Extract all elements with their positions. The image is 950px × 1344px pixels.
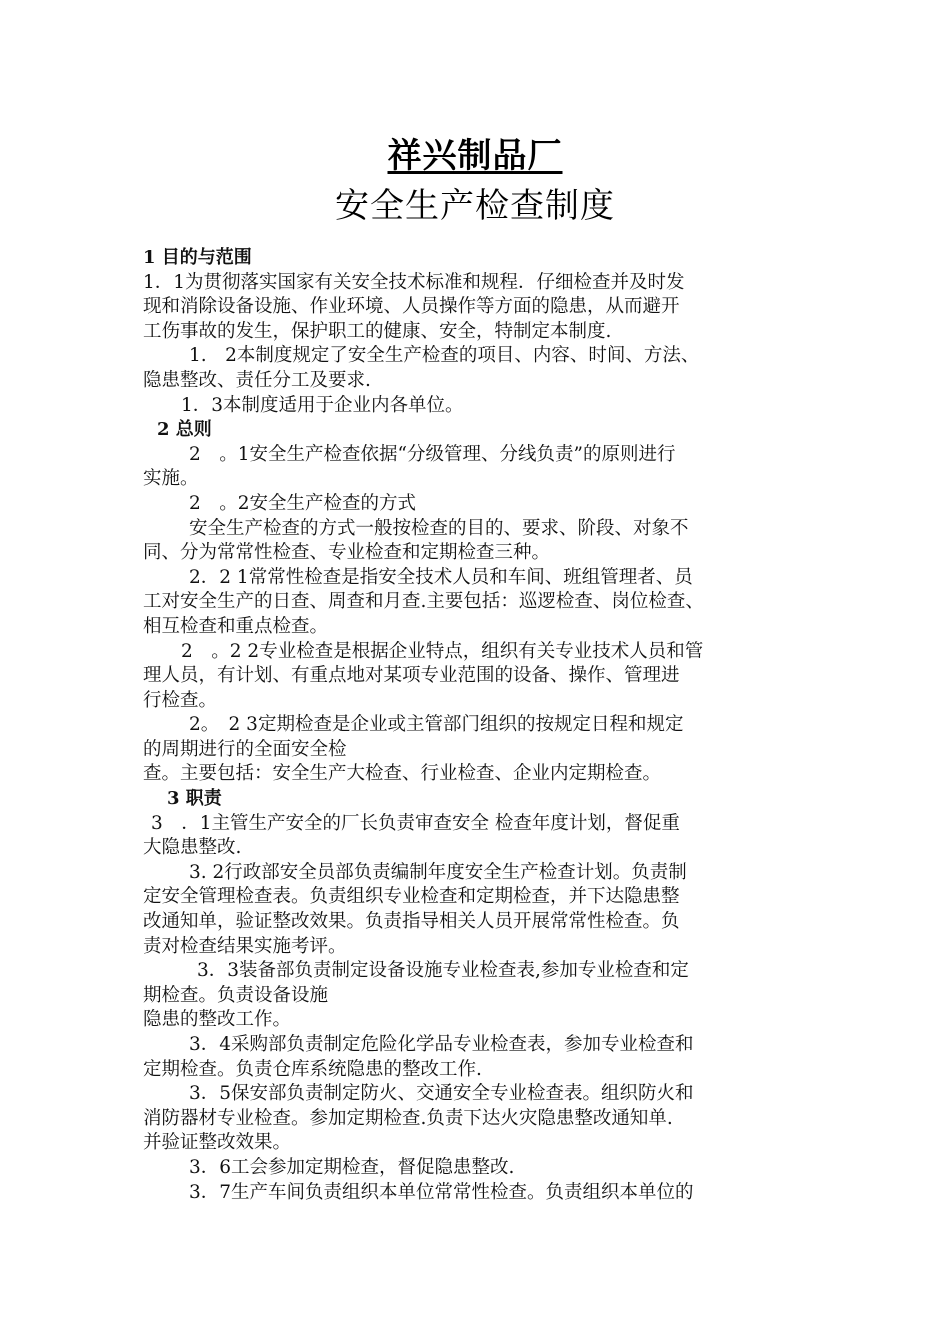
paragraph-line: 现和消除设备设施、作业环境、人员操作等方面的隐患，从而避开 — [143, 296, 680, 318]
paragraph-line: 期检查。负责设备设施 — [143, 984, 329, 1006]
paragraph-line: 3．4采购部负责制定危险化学品专业检查表，参加专业检查和 — [189, 1034, 694, 1055]
paragraph-line: 3．7生产车间负责组织本单位常常性检查。负责组织本单位的 — [189, 1181, 694, 1203]
paragraph-line: 工对安全生产的日查、周查和月查.主要包括：巡逻检查、岗位检查、 — [143, 591, 704, 613]
document-title: 安全生产检查制度 — [335, 186, 615, 226]
paragraph-line: 3．3装备部负责制定设备设施专业检查表,参加专业检查和定 — [197, 960, 689, 982]
paragraph-line: 消防器材专业检查。参加定期检查.负责下达火灾隐患整改通知单. — [143, 1107, 673, 1129]
paragraph-line: 实施。 — [143, 468, 199, 490]
paragraph-line: 行检查。 — [143, 689, 218, 711]
paragraph-line: 3. 2行政部安全员部负责编制年度安全生产检查计划。负责制 — [189, 861, 687, 883]
paragraph-line: 1．3本制度适用于企业内各单位。 — [181, 394, 464, 416]
section-heading: 3 职责 — [167, 788, 222, 810]
paragraph-line: 隐患整改、责任分工及要求. — [143, 369, 371, 391]
paragraph-line: 改通知单，验证整改效果。负责指导相关人员开展常常性检查。负 — [143, 911, 680, 933]
document-body — [143, 246, 813, 1205]
paragraph-line: 2 。2 2专业检查是根据企业特点，组织有关专业技术人员和管 — [181, 640, 704, 662]
paragraph-line: 2．2 1常常性检查是指安全技术人员和车间、班组管理者、员 — [189, 566, 693, 588]
company-title: 祥兴制品厂 — [387, 136, 563, 176]
paragraph-line: 3 ．1主管生产安全的厂长负责审查安全 检查年度计划，督促重 — [151, 812, 680, 834]
paragraph-line: 2。 2 3定期检查是企业或主管部门组织的按规定日程和规定 — [189, 714, 684, 736]
paragraph-line: 工伤事故的发生，保护职工的健康、安全，特制定本制度. — [143, 320, 612, 342]
paragraph-line: 定安全管理检查表。负责组织专业检查和定期检查，并下达隐患整 — [143, 886, 680, 908]
paragraph-line: 1．1为贯彻落实国家有关安全技术标准和规程．仔细检查并及时发 — [143, 271, 685, 293]
paragraph-line: 查。主要包括：安全生产大检查、行业检查、企业内定期检查。 — [143, 763, 662, 785]
paragraph-line: 2 。2安全生产检查的方式 — [189, 492, 417, 514]
paragraph-line: 3．6工会参加定期检查，督促隐患整改. — [189, 1156, 515, 1178]
paragraph-line: 相互检查和重点检查。 — [143, 615, 329, 637]
paragraph-line: 同、分为常常性检查、专业检查和定期检查三种。 — [143, 542, 551, 564]
section-heading: 2 总则 — [157, 419, 212, 441]
paragraph-line: 理人员，有计划、有重点地对某项专业范围的设备、操作、管理进 — [143, 665, 680, 687]
paragraph-line: 3．5保安部负责制定防火、交通安全专业检查表。组织防火和 — [189, 1083, 694, 1105]
paragraph-line: 1. 2本制度规定了安全生产检查的项目、内容、时间、方法、 — [189, 345, 700, 367]
section-heading: 1 目的与范围 — [143, 247, 252, 268]
paragraph-line: 安全生产检查的方式一般按检查的目的、要求、阶段、对象不 — [189, 517, 689, 539]
paragraph-line: 的周期进行的全面安全检 — [143, 738, 347, 760]
paragraph-line: 大隐患整改. — [143, 837, 242, 859]
paragraph-line: 2 。1安全生产检查依据“分级管理、分线负责”的原则进行 — [189, 443, 676, 465]
paragraph-line: 定期检查。负责仓库系统隐患的整改工作. — [143, 1058, 482, 1080]
paragraph-line: 隐患的整改工作。 — [143, 1009, 292, 1031]
paragraph-line: 并验证整改效果。 — [143, 1132, 292, 1154]
paragraph-line: 责对检查结果实施考评。 — [143, 935, 347, 957]
